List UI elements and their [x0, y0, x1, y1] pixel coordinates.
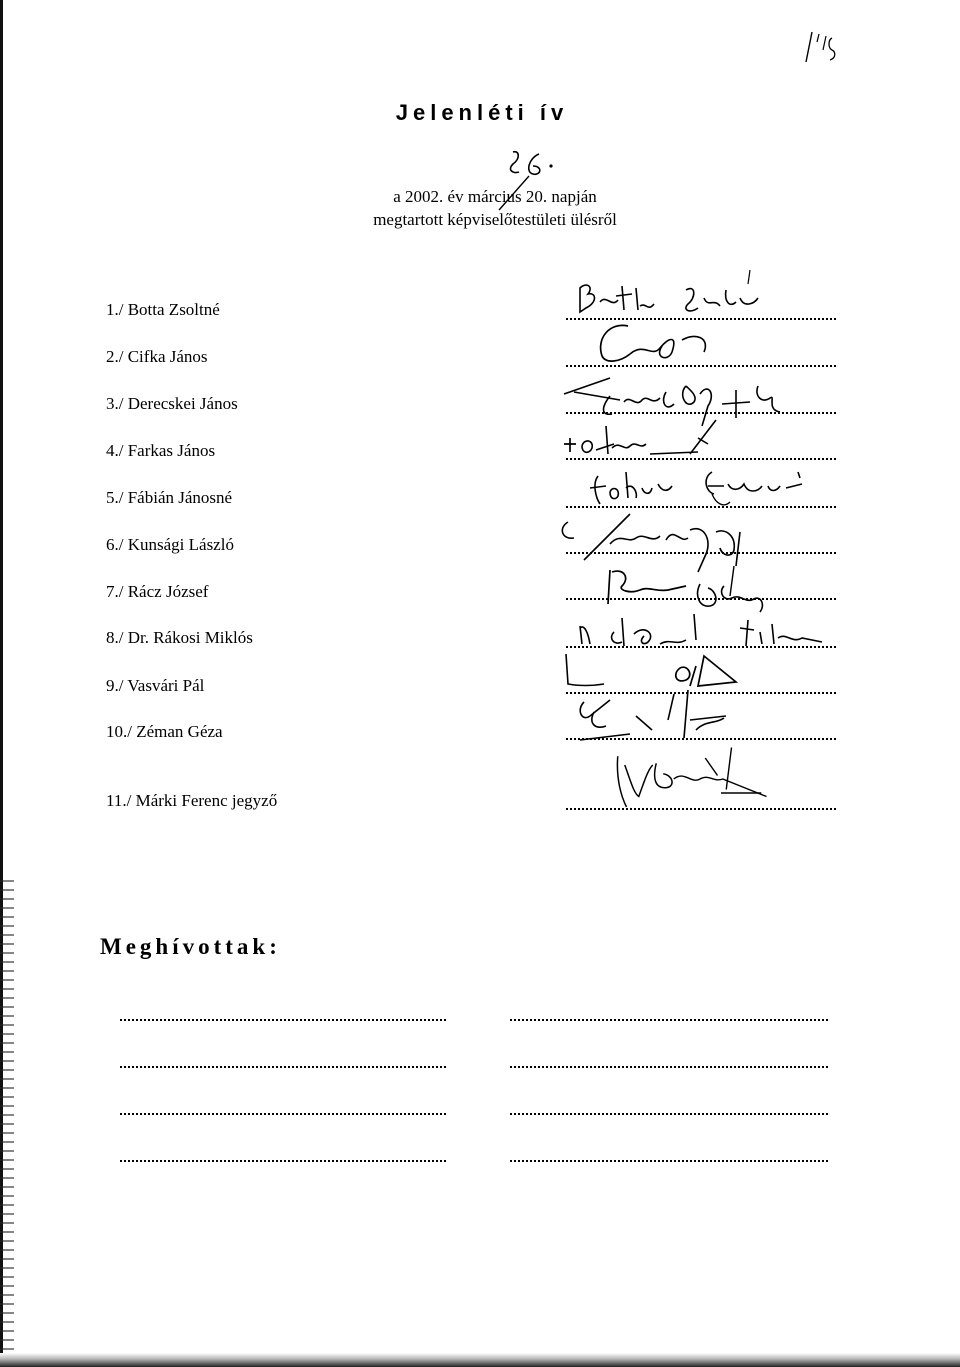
signature-marki	[540, 744, 860, 814]
invitees-heading: Meghívottak:	[100, 934, 281, 959]
attendee-8: 8./ Dr. Rákosi Miklós	[106, 628, 253, 647]
attendee-7: 7./ Rácz József	[106, 582, 209, 601]
attendee-1: 1./ Botta Zsoltné	[106, 300, 220, 319]
attendee-11: 11./ Márki Ferenc jegyző	[106, 791, 278, 810]
invitee-line	[510, 1160, 828, 1162]
document-title: Jelenléti ív	[395, 100, 569, 125]
meeting-date-line: a 2002. év március 20. napján	[393, 187, 597, 206]
attendee-9: 9./ Vasvári Pál	[106, 676, 205, 695]
invitee-line	[120, 1019, 446, 1021]
attendee-6: 6./ Kunsági László	[106, 535, 234, 554]
attendee-5: 5./ Fábián Jánosné	[106, 488, 233, 507]
invitee-line	[510, 1066, 828, 1068]
meeting-description-line: megtartott képviselőtestületi ülésről	[373, 210, 617, 229]
invitee-line	[120, 1066, 446, 1068]
invitee-line	[120, 1160, 446, 1162]
attendee-2: 2./ Cifka János	[106, 347, 208, 366]
attendee-10: 10./ Zéman Géza	[106, 722, 223, 741]
page-number-handwritten	[802, 28, 842, 64]
scan-edge-bottom	[0, 1353, 960, 1367]
attendee-4: 4./ Farkas János	[106, 441, 216, 460]
attendee-3: 3./ Derecskei János	[106, 394, 238, 413]
scan-noise	[0, 880, 14, 1350]
invitee-line	[510, 1019, 828, 1021]
invitee-line	[510, 1113, 828, 1115]
invitee-line	[120, 1113, 446, 1115]
